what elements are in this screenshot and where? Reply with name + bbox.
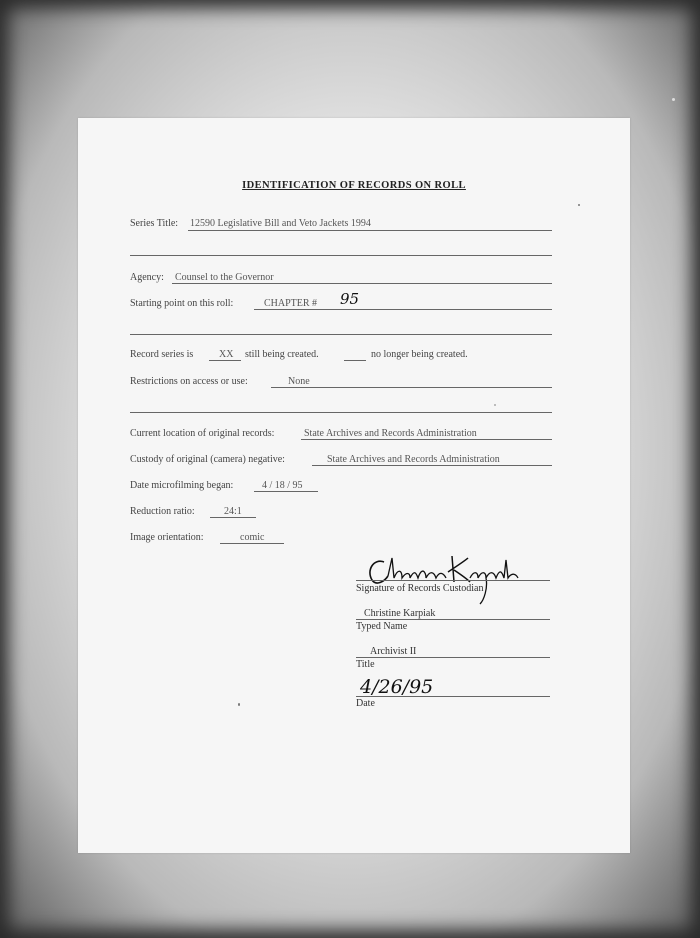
series-title-label: Series Title:	[130, 218, 179, 229]
film-speck	[672, 98, 675, 101]
restrictions-value: None	[288, 376, 310, 387]
signature-handwriting	[356, 548, 556, 608]
typed-name-line	[356, 619, 550, 620]
form-title: IDENTIFICATION OF RECORDS ON ROLL	[242, 180, 466, 191]
title-line	[356, 657, 550, 658]
starting-point-label: Starting point on this roll:	[130, 298, 234, 309]
custody-value: State Archives and Records Administration	[327, 454, 500, 465]
series-title-continuation-line	[130, 255, 552, 256]
typed-name-value: Christine Karpiak	[364, 608, 436, 619]
date-label: Date	[356, 698, 375, 709]
no-longer-being-created-text: no longer being created.	[371, 349, 468, 360]
film-speck	[238, 703, 240, 706]
orientation-line	[220, 543, 284, 544]
record-series-label: Record series is	[130, 349, 194, 360]
record-series-mark: XX	[219, 349, 234, 360]
date-began-line	[254, 491, 318, 492]
starting-point-continuation-line	[130, 334, 552, 335]
title-value: Archivist II	[370, 646, 417, 657]
agency-label: Agency:	[130, 272, 164, 283]
starting-point-line	[254, 309, 552, 310]
series-title-value: 12590 Legislative Bill and Veto Jackets 1994	[190, 218, 371, 229]
still-being-created-text: still being created.	[245, 349, 319, 360]
custody-line	[312, 465, 552, 466]
current-location-label: Current location of original records:	[130, 428, 275, 439]
typed-name-label: Typed Name	[356, 621, 408, 632]
signature-label: Signature of Records Custodian	[356, 583, 484, 594]
restrictions-line	[271, 387, 552, 388]
current-location-line	[301, 439, 552, 440]
records-form-sheet	[78, 118, 630, 853]
record-series-mark-line	[209, 360, 241, 361]
date-handwritten: 4/26/95	[360, 676, 434, 698]
reduction-line	[210, 517, 256, 518]
reduction-value: 24:1	[224, 506, 242, 517]
orientation-value: comic	[240, 532, 265, 543]
orientation-label: Image orientation:	[130, 532, 204, 543]
date-began-label: Date microfilming began:	[130, 480, 234, 491]
custody-label: Custody of original (camera) negative:	[130, 454, 285, 465]
date-began-value: 4 / 18 / 95	[262, 480, 303, 491]
starting-point-handwritten: 95	[340, 290, 360, 308]
film-speck	[494, 404, 496, 406]
starting-point-value: CHAPTER #	[264, 298, 318, 309]
no-longer-mark-line	[344, 360, 366, 361]
current-location-value: State Archives and Records Administration	[304, 428, 477, 439]
title-label: Title	[356, 659, 375, 670]
film-speck	[578, 204, 580, 206]
restrictions-label: Restrictions on access or use:	[130, 376, 248, 387]
agency-line	[172, 283, 552, 284]
reduction-label: Reduction ratio:	[130, 506, 195, 517]
agency-value: Counsel to the Governor	[175, 272, 274, 283]
series-title-line	[188, 230, 552, 231]
restrictions-continuation-line	[130, 412, 552, 413]
signature-line	[356, 580, 550, 581]
date-line	[356, 696, 550, 697]
